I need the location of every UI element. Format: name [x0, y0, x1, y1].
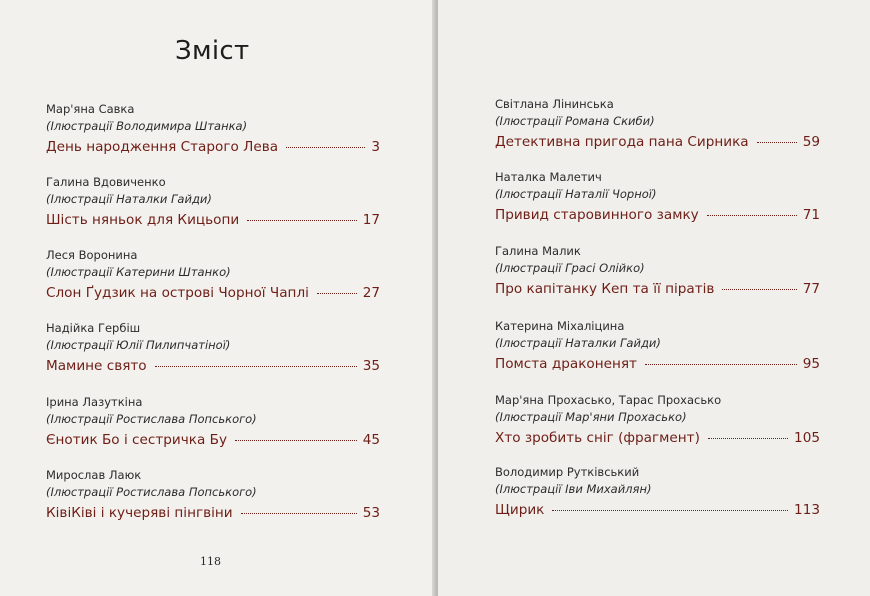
entry-author: Мар'яна Прохасько, Тарас Прохасько: [495, 393, 722, 407]
entry-story-row[interactable]: [46, 432, 380, 454]
entry-illustrator: (Ілюстрації Наталки Гайди): [495, 336, 661, 350]
entry-illustrator: (Ілюстрації Наталії Чорної): [495, 187, 657, 201]
entry-story-title: Мамине свято: [46, 358, 147, 374]
entry-author: Катерина Міхаліцина: [495, 319, 625, 333]
entry-page-number: 95: [802, 356, 820, 372]
entry-illustrator: (Ілюстрації Ростислава Попського): [46, 412, 257, 426]
entry-page-number: 45: [362, 432, 380, 448]
entry-page-number: 27: [362, 285, 380, 301]
entry-story-title: Хто зробить сніг (фрагмент): [495, 430, 700, 446]
dot-leader: [317, 292, 357, 294]
entry-page-number: 71: [802, 207, 820, 223]
entry-page-number: 35: [362, 358, 380, 374]
entry-story-row[interactable]: [495, 281, 820, 303]
entry-story-title: Помста драконенят: [495, 356, 637, 372]
dot-leader: [552, 509, 788, 511]
entry-author: Світлана Лінинська: [495, 97, 614, 111]
dot-leader: [708, 437, 788, 439]
entry-author: Галина Вдовиченко: [46, 175, 166, 189]
entry-author: Наталка Малетич: [495, 170, 602, 184]
entry-story-title: Детективна пригода пана Сирника: [495, 134, 749, 150]
dot-leader: [707, 214, 797, 216]
entry-page-number: 17: [362, 212, 380, 228]
dot-leader: [247, 219, 356, 221]
toc-entry: [46, 247, 380, 307]
entry-illustrator: (Ілюстрації Наталки Гайди): [46, 192, 212, 206]
toc-entry: [495, 392, 820, 452]
toc-entry: [46, 320, 380, 380]
entry-story-title: Привид старовинного замку: [495, 207, 699, 223]
entry-story-title: Про капітанку Кеп та її піратів: [495, 281, 715, 297]
dot-leader: [241, 512, 357, 514]
entry-page-number: 105: [794, 430, 820, 446]
entry-story-title: День народження Старого Лева: [46, 139, 279, 155]
toc-entry: [495, 169, 820, 229]
entry-story-row[interactable]: [495, 430, 820, 452]
entry-page-number: 77: [802, 281, 820, 297]
page-title: Зміст: [175, 36, 250, 66]
entry-story-title: Щирик: [495, 502, 545, 518]
dot-leader: [645, 363, 797, 365]
entry-page-number: 113: [794, 502, 820, 518]
entry-illustrator: (Ілюстрації Володимира Штанка): [46, 119, 248, 133]
entry-illustrator: (Ілюстрації Грасі Олійко): [495, 261, 645, 275]
entry-author: Ірина Лазуткіна: [46, 395, 143, 409]
toc-entry: [46, 467, 380, 527]
entry-story-title: КівіКіві і кучеряві пінгвіни: [46, 505, 233, 521]
toc-entry: [46, 394, 380, 454]
entry-story-row[interactable]: [495, 207, 820, 229]
entry-page-number: 59: [802, 134, 820, 150]
entry-page-number: 3: [371, 139, 380, 155]
entry-illustrator: (Ілюстрації Мар'яни Прохасько): [495, 410, 687, 424]
entry-illustrator: (Ілюстрації Катерини Штанко): [46, 265, 231, 279]
toc-entry: [495, 243, 820, 303]
entry-story-title: Слон Ґудзик на острові Чорної Чаплі: [46, 285, 309, 301]
entry-page-number: 53: [362, 505, 380, 521]
entry-author: Мар'яна Савка: [46, 102, 135, 116]
entry-author: Мирослав Лаюк: [46, 468, 142, 482]
entry-story-row[interactable]: [46, 139, 380, 161]
entry-author: Володимир Рутківський: [495, 465, 640, 479]
entry-illustrator: (Ілюстрації Романа Скиби): [495, 114, 655, 128]
entry-story-row[interactable]: [46, 505, 380, 527]
entry-story-row[interactable]: [46, 212, 380, 234]
entry-story-row[interactable]: [46, 358, 380, 380]
entry-story-row[interactable]: [495, 134, 820, 156]
toc-entry: [495, 96, 820, 156]
toc-entry: [46, 174, 380, 234]
entry-story-title: Єнотик Бо і сестричка Бу: [46, 432, 227, 448]
entry-story-row[interactable]: [46, 285, 380, 307]
page-number: 118: [200, 555, 221, 568]
dot-leader: [757, 141, 797, 143]
dot-leader: [722, 288, 796, 290]
entry-author: Галина Малик: [495, 244, 581, 258]
dot-leader: [286, 146, 365, 148]
entry-author: Леся Воронина: [46, 248, 138, 262]
toc-entry: [46, 101, 380, 161]
entry-story-title: Шість няньок для Кицьопи: [46, 212, 240, 228]
entry-story-row[interactable]: [495, 502, 820, 524]
toc-entry: [495, 318, 820, 378]
entry-illustrator: (Ілюстрації Ростислава Попського): [46, 485, 257, 499]
entry-author: Надійка Гербіш: [46, 321, 141, 335]
right-page: [438, 0, 870, 596]
toc-entry: [495, 464, 820, 524]
entry-illustrator: (Ілюстрації Юлії Пилипчатіної): [46, 338, 231, 352]
dot-leader: [235, 439, 357, 441]
entry-story-row[interactable]: [495, 356, 820, 378]
dot-leader: [155, 365, 357, 367]
entry-illustrator: (Ілюстрації Іви Михайлян): [495, 482, 652, 496]
